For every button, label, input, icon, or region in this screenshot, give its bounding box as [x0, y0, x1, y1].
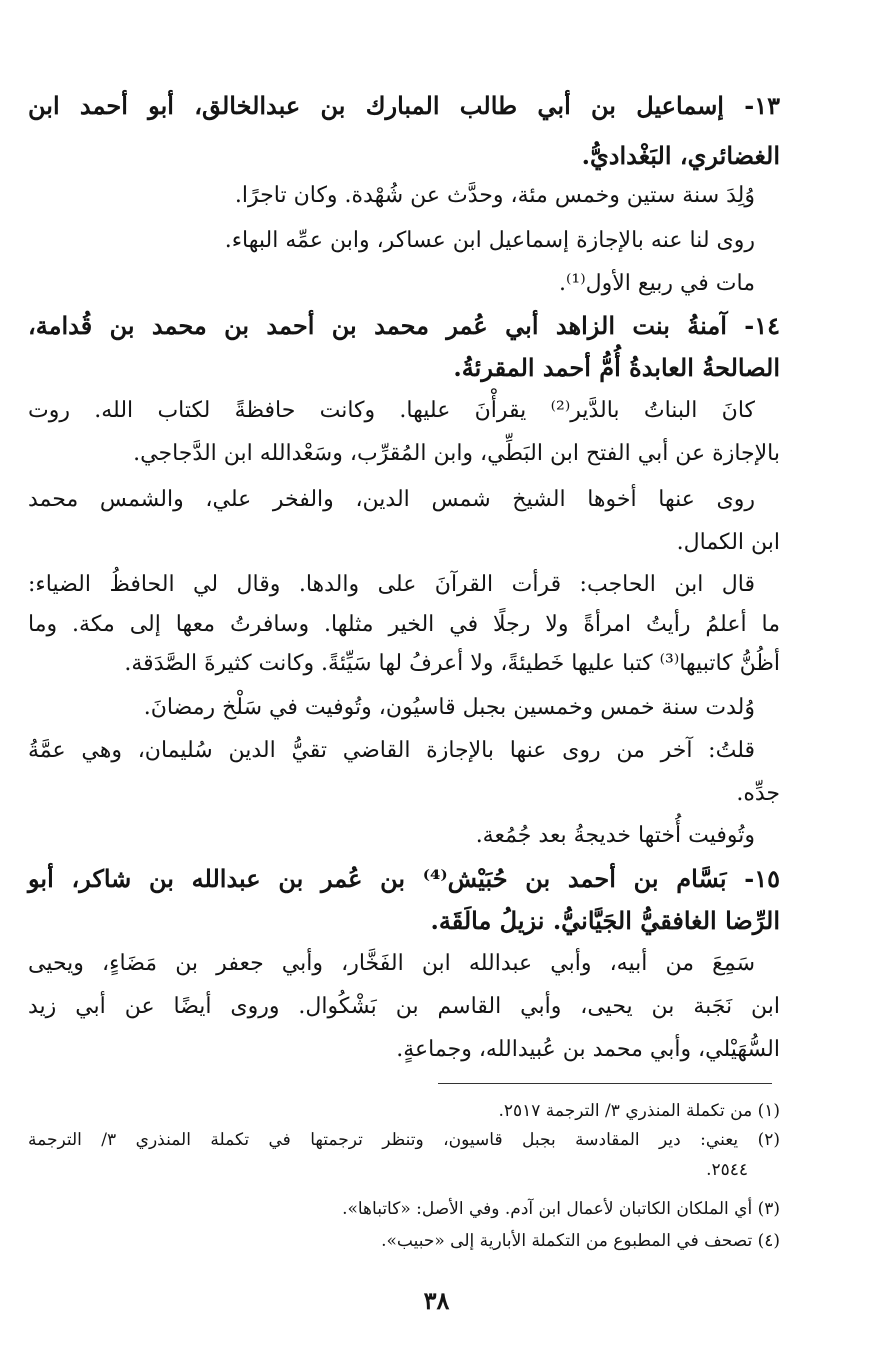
footnote-1: (١) من تكملة المنذري ٣/ الترجمة ٢٥١٧. [498, 1101, 780, 1121]
body-line: وُلدت سنة خمس وخمسين بجبل قاسيُون، وتُوفيت في سَلْخ رمضانَ. [143, 695, 755, 720]
footnote-4: (٤) تصحف في المطبوع من التكملة الأبارية إلى «حبيب». [381, 1231, 780, 1251]
body-line: أظُنُّ كاتبيها⁽³⁾ كتبا عليها خَطيئةً، ولا أعرفُ لها سَيِّئةً. وكانت كثيرةَ الصَّدَقة. [124, 651, 780, 676]
body-line: ابن نَجَبة بن يحيى، وأبي القاسم بن بَشْكُوال. وروى أيضًا عن أبي زيد [28, 994, 780, 1019]
body-line: مات في ربيع الأول⁽¹⁾. [558, 271, 755, 296]
entry-13-heading: ١٣- إسماعيل بن أبي طالب المبارك بن عبدالخالق، أبو أحمد ابن [28, 91, 780, 120]
body-line: روى لنا عنه بالإجازة إسماعيل ابن عساكر، وابن عمِّه البهاء. [224, 228, 755, 253]
body-line: وتُوفيت أُختها خديجةُ بعد جُمُعة. [475, 823, 755, 848]
entry-14-heading-cont: الصالحةُ العابدةُ أُمُّ أحمد المقرئةُ. [453, 353, 780, 382]
body-line: بالإجازة عن أبي الفتح ابن البَطِّي، وابن المُقرِّب، وسَعْدالله ابن الدَّجاجي. [133, 441, 780, 466]
entry-13-heading-cont: الغضائري، البَغْداديُّ. [581, 141, 780, 170]
entry-15-heading: ١٥- بَسَّام بن أحمد بن حُبَيْش⁽⁴⁾ بن عُمر بن عبدالله بن شاكر، أبو [28, 864, 780, 893]
body-line: السُّهَيْلي، وأبي محمد بن عُبيدالله، وجماعةٍ. [396, 1037, 780, 1062]
page-number: ٣٨ [423, 1286, 450, 1315]
body-line: روى عنها أخوها الشيخ شمس الدين، والفخر علي، والشمس محمد [28, 487, 755, 512]
body-line: سَمِعَ من أبيه، وأبي عبدالله ابن الفَخَّار، وأبي جعفر بن مَضَاءٍ، ويحيى [28, 951, 755, 976]
body-line: ما أعلمُ رأيتُ امرأةً ولا رجلًا في الخير مثلها. وسافرتُ معها إلى مكة. وما [28, 612, 780, 637]
entry-15-heading-cont: الرِّضا الغافقيُّ الجَيَّانيُّ. نزيلُ مالَقَة. [430, 906, 780, 935]
body-line: ابن الكمال. [676, 530, 780, 555]
footnote-3: (٣) أي الملكان الكاتبان لأعمال ابن آدم. وفي الأصل: «كاتباها». [342, 1199, 780, 1219]
body-line: كانَ البناتُ بالدَّير⁽²⁾ يقرأْنَ عليها. وكانت حافظةً لكتاب الله. روت [28, 398, 755, 423]
footnote-2: (٢) يعني: دير المقادسة بجبل قاسيون، وتنظر ترجمتها في تكملة المنذري ٣/ الترجمة [28, 1130, 780, 1150]
body-line: قال ابن الحاجب: قرأت القرآنَ على والدها. وقال لي الحافظُ الضياء: [28, 572, 755, 597]
body-line: وُلِدَ سنة ستين وخمس مئة، وحدَّث عن شُهْدة. وكان تاجرًا. [234, 183, 755, 208]
footnote-divider [438, 1083, 772, 1084]
body-line: قلتُ: آخر من روى عنها بالإجازة القاضي تقيُّ الدين سُليمان، وهي عمَّةُ [28, 738, 755, 763]
footnote-2-cont: ٢٥٤٤. [706, 1160, 748, 1180]
body-line: جدِّه. [736, 781, 780, 806]
entry-14-heading: ١٤- آمنةُ بنت الزاهد أبي عُمر محمد بن أحمد بن محمد بن قُدامة، [28, 311, 780, 340]
